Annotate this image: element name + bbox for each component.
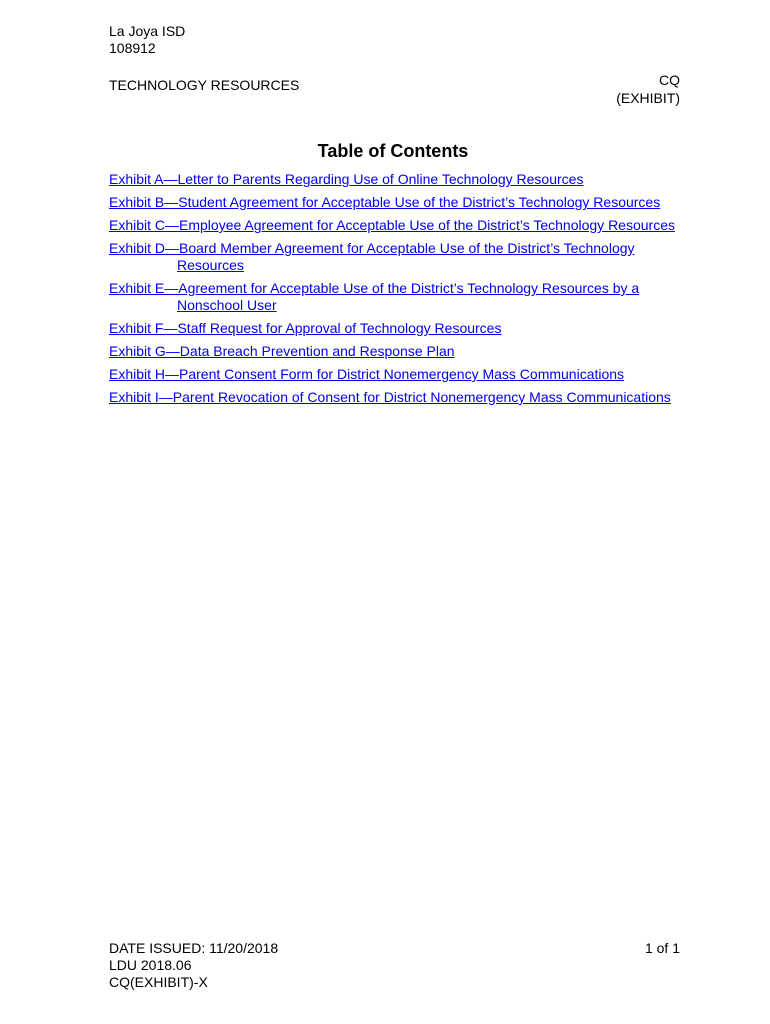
- page-title: Table of Contents: [317, 141, 469, 161]
- toc-item: [109, 217, 689, 234]
- page-header-left: [109, 23, 299, 94]
- toc-item: [109, 389, 689, 406]
- toc-item: [109, 320, 689, 337]
- page-header-right: [616, 71, 680, 107]
- toc-item: [109, 194, 689, 211]
- section-title: TECHNOLOGY RESOURCES: [109, 77, 300, 93]
- toc-link-exhibit-c[interactable]: Exhibit C—Employee Agreement for Acceptable Use of the District’s Technology Resources: [109, 217, 675, 233]
- toc-link-exhibit-h[interactable]: Exhibit H—Parent Consent Form for District Nonemergency Mass Communications: [109, 366, 625, 382]
- toc-item: [109, 240, 689, 274]
- table-of-contents: [109, 171, 689, 412]
- policy-code: CQ: [659, 72, 680, 88]
- toc-item: [109, 366, 689, 383]
- toc-link-exhibit-d[interactable]: Exhibit D—Board Member Agreement for Acceptable Use of the District’s Technology Resources: [109, 240, 635, 273]
- policy-code-sub: (EXHIBIT): [616, 90, 680, 106]
- page-number: 1 of 1: [644, 940, 680, 956]
- toc-link-exhibit-i[interactable]: Exhibit I—Parent Revocation of Consent for District Nonemergency Mass Communications: [109, 389, 671, 405]
- toc-link-exhibit-b[interactable]: Exhibit B—Student Agreement for Acceptable Use of the District’s Technology Resources: [109, 194, 661, 210]
- toc-link-exhibit-e[interactable]: Exhibit E—Agreement for Acceptable Use of the District’s Technology Resources by a Nonschool User: [109, 280, 640, 313]
- toc-link-exhibit-a[interactable]: Exhibit A—Letter to Parents Regarding Use of Online Technology Resources: [109, 171, 584, 187]
- document-code: CQ(EXHIBIT)-X: [109, 974, 208, 990]
- page-footer-left: [109, 940, 278, 991]
- toc-item: [109, 343, 689, 360]
- toc-item: [109, 280, 689, 314]
- toc-link-exhibit-g[interactable]: Exhibit G—Data Breach Prevention and Response Plan: [109, 343, 455, 359]
- ldu-version: LDU 2018.06: [109, 957, 192, 973]
- district-name: La Joya ISD: [109, 23, 186, 39]
- date-issued: DATE ISSUED: 11/20/2018: [109, 940, 279, 956]
- toc-link-exhibit-f[interactable]: Exhibit F—Staff Request for Approval of Technology Resources: [109, 320, 502, 336]
- district-id: 108912: [109, 40, 156, 56]
- toc-item: [109, 171, 689, 188]
